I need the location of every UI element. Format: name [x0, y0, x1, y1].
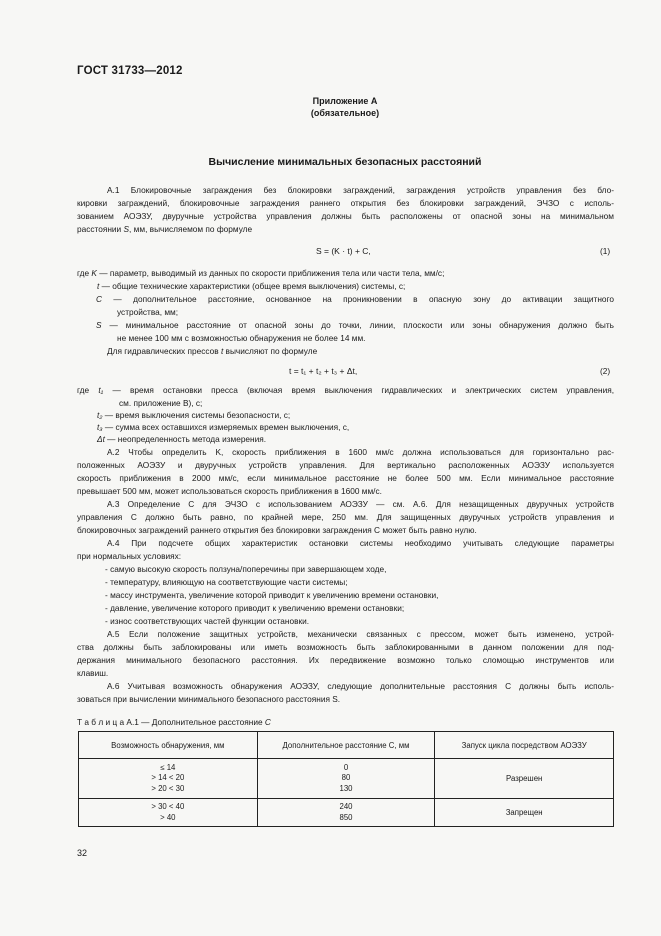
additional-distance-table: [78, 731, 614, 827]
section-title: Вычисление минимальных безопасных расстояний: [208, 156, 482, 168]
def-t1: где t₁ — время остановки пресса (включая время выключения гидравлических и электрических систем управления,: [77, 385, 614, 395]
def-t: t — общие технические характеристики (общее время выключения) системы, с;: [97, 281, 406, 291]
def-t1-cont: см. приложение В), с;: [119, 398, 203, 408]
a4-line-2: при нормальных условиях:: [77, 551, 182, 561]
table-row: [79, 799, 614, 827]
def-t2: t₂ — время выключения системы безопасности, с;: [97, 410, 291, 420]
formula-2: t = t₁ + t₂ + t₃ + Δt,: [289, 366, 358, 376]
def-k: где K — параметр, выводимый из данных по скорости приближения тела или части тела, мм/с;: [77, 268, 445, 278]
distance-cell: 240 850: [257, 799, 435, 827]
start-cell: Запрещен: [435, 799, 614, 827]
def-c-cont: устройства, мм;: [117, 307, 179, 317]
a6-line-1: А.6 Учитывая возможность обнаружения АОЭЗУ, следующие дополнительные расстояния C должны быть исполь-: [107, 681, 614, 691]
a4-item: - давление, увеличение которого приводит к увеличению времени остановки;: [105, 603, 405, 613]
def-s-cont: не менее 100 мм с возможностью обнаружения не более 14 мм.: [117, 333, 366, 343]
a3-line-1: А.3 Определение C для ЭЧЗО с использованием АОЭЗУ — см. А.6. Для незащищенных двуручных устройств: [107, 499, 614, 509]
a3-line-2: управления C должно быть равно, по крайней мере, 250 мм. Для защищенных двуручных устройств управления и: [77, 512, 614, 522]
table-caption: Т а б л и ц а А.1 — Дополнительное расстояние C: [77, 717, 271, 727]
a2-line-4: превышает 500 мм, может использоваться скорость приближения в 1600 мм/с.: [77, 486, 382, 496]
a2-line-1: А.2 Чтобы определить K, скорость приближения в 1600 мм/с должна использоваться для горизонтально рас-: [107, 447, 614, 457]
column-header: Запуск цикла посредством АОЭЗУ: [435, 732, 614, 759]
start-cell: Разрешен: [435, 759, 614, 799]
a1-line-1: А.1 Блокировочные заграждения без блокировки заграждений, заграждения устройств управления без бло-: [107, 185, 614, 195]
def-c: C — дополнительное расстояние, основанное на проникновении в опасную зону до активации защитного: [96, 294, 614, 304]
table-header-row: [79, 732, 614, 759]
def-t3: t₃ — сумма всех оставшихся измеряемых времен выключения, с,: [97, 422, 350, 432]
page-number: 32: [77, 848, 88, 858]
column-header: Возможность обнаружения, мм: [79, 732, 258, 759]
a4-item: - массу инструмента, увеличение которой приводит к увеличению времени остановки,: [105, 590, 439, 600]
a5-line-2: ства должны быть заблокированы или иметь возможность быть заблокированными в данном положении для под-: [77, 642, 614, 652]
a2-line-2: положенных АОЭЗУ и двуручных устройств управления. Для вертикально расположенных АОЭЗУ используется: [77, 460, 614, 470]
detection-cell: > 30 < 40 > 40: [79, 799, 258, 827]
a4-line-1: А.4 При подсчете общих характеристик остановки системы необходимо учитывать следующие параметры: [107, 538, 614, 548]
def-s: S — минимальное расстояние от опасной зоны до точки, линии, плоскости или зоны обнаружения должно быть: [96, 320, 614, 330]
standard-header: ГОСТ 31733—2012: [77, 65, 183, 77]
table-row: [79, 759, 614, 799]
formula-1: S = (K · t) + C,: [316, 246, 371, 256]
distance-cell: 0 80 130: [257, 759, 435, 799]
a6-line-2: зоваться при вычислении минимального безопасного расстояния S.: [77, 694, 341, 704]
annex-title: Приложение А: [312, 96, 378, 106]
detection-cell: ≤ 14 > 14 < 20 > 20 < 30: [79, 759, 258, 799]
a4-item: - самую высокую скорость ползуна/поперечины при завершающем ходе,: [105, 564, 387, 574]
a5-line-3: держания минимального безопасного расстояния. Их передвижение возможно только сломощью инструментов или: [77, 655, 614, 665]
a4-item: - температуру, влияющую на соответствующие части системы;: [105, 577, 348, 587]
a5-line-4: клавиш.: [77, 668, 109, 678]
a1-line-2: кировки заграждений, блокировочные заграждения раннего открытия без блокировки заграждений, ЭЧЗО с исполь-: [77, 198, 614, 208]
a3-line-3: блокировочных заграждений раннего открытия без блокировки заграждения C может быть равно нулю.: [77, 525, 477, 535]
hydraulic-intro: Для гидравлических прессов t вычисляют по формуле: [107, 346, 318, 356]
a4-item: - износ соответствующих частей функции остановки.: [105, 616, 310, 626]
a1-line-3: зованием АОЭЗУ, двуручные устройства управления должны быть расположены от опасной зоны на минимальном: [77, 211, 614, 221]
formula-2-number: (2): [600, 366, 611, 376]
annex-status: (обязательное): [310, 108, 380, 118]
column-header: Дополнительное расстояние C, мм: [257, 732, 435, 759]
def-dt: Δt — неопределенность метода измерения.: [97, 434, 267, 444]
a1-line-4: расстоянии S, мм, вычисляемом по формуле: [77, 224, 253, 234]
a5-line-1: А.5 Если положение защитных устройств, механически связанных с прессом, может быть изменено, устрой-: [107, 629, 614, 639]
formula-1-number: (1): [600, 246, 611, 256]
a2-line-3: скорость приближения в 2000 мм/с, если минимальное расстояние не более 500 мм. Если минимальное расстояние: [77, 473, 614, 483]
